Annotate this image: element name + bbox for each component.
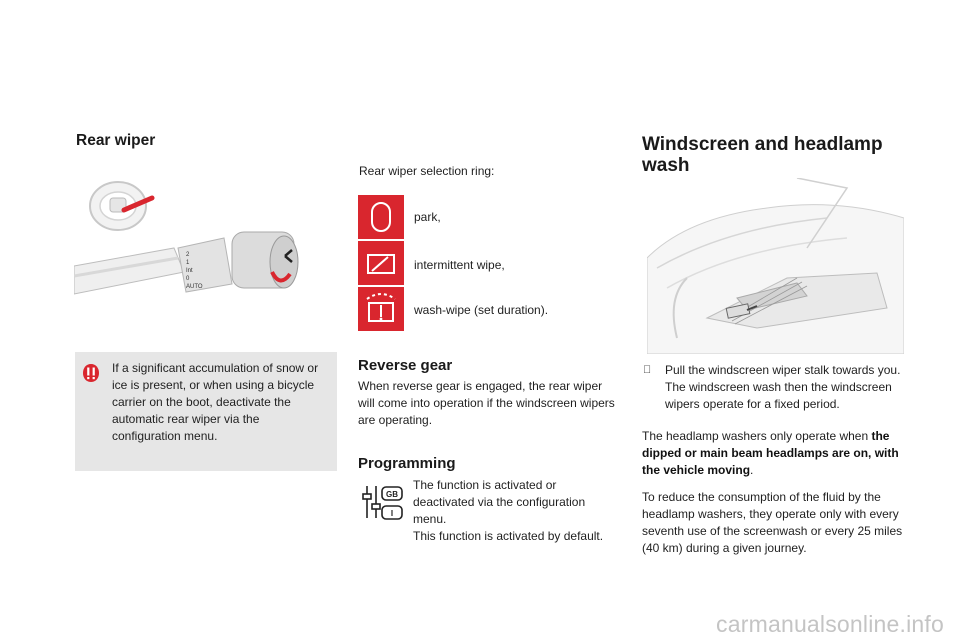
wash-wipe-icon	[358, 287, 404, 331]
stalk-label-0: 0	[186, 276, 190, 282]
warning-note-text: If a significant accumulation of snow or ice is present, or when using a bicycle carrier on the boot, deactivate the automatic rear wiper via the configuration menu.	[112, 361, 319, 443]
fluid-consumption-text: To reduce the consumption of the fluid by the headlamp washers, they operate only with every seventh use of the screenwash or every 25 miles (40 km) during a given journey.	[642, 490, 903, 555]
warning-exclamation-icon	[82, 363, 100, 383]
rear-wiper-heading: Rear wiper	[76, 132, 156, 149]
badge-gb: GB	[386, 490, 398, 499]
headlamp-end: .	[750, 463, 754, 477]
programming-text-line2: This function is activated by default.	[413, 529, 604, 543]
stalk-label-1: 1	[186, 260, 190, 266]
headlamp-bold: the dipped or main beam headlamps are on, with the vehicle moving	[642, 429, 899, 477]
config-menu-icon	[360, 482, 406, 522]
wiper-stalk-illustration	[74, 176, 306, 306]
park-tile	[358, 195, 404, 239]
headlamp-washer-condition	[642, 428, 904, 479]
intermittent-wipe-icon	[358, 241, 404, 285]
badge-i: I	[390, 509, 394, 518]
programming-heading: Programming	[358, 455, 456, 472]
mode-label-park: park,	[414, 210, 441, 224]
windscreen-wash-heading: Windscreen and headlamp wash	[642, 134, 883, 176]
stalk-label-int: Int	[186, 268, 193, 274]
intermittent-tile	[358, 241, 404, 285]
mode-label-intermittent: intermittent wipe,	[414, 258, 505, 272]
park-icon	[358, 195, 404, 239]
headlamp-text: The headlamp washers only operate when	[642, 429, 872, 443]
bullet-arrow-icon	[643, 364, 651, 376]
selection-ring-label: Rear wiper selection ring:	[359, 164, 495, 178]
watermark: carmanualsonline.info	[716, 611, 944, 637]
programming-text-line1: The function is activated or deactivated via the configuration menu.	[413, 478, 586, 526]
wash-wipe-tile	[358, 287, 404, 331]
programming-text	[413, 477, 618, 545]
mode-label-wash-wipe: wash-wipe (set duration).	[414, 303, 549, 317]
headlamp-washer-illustration	[647, 178, 904, 354]
pull-stalk-instruction: Pull the windscreen wiper stalk towards you. The windscreen wash then the windscreen wipers operate for a fixed period.	[665, 363, 901, 411]
stalk-label-2: 2	[186, 252, 190, 258]
reverse-gear-text: When reverse gear is engaged, the rear wiper will come into operation if the windscreen wipers are operating.	[358, 379, 615, 427]
reverse-gear-heading: Reverse gear	[358, 357, 453, 374]
steering-wheel-icon	[90, 182, 152, 230]
stalk-label-auto: AUTO	[186, 284, 203, 290]
